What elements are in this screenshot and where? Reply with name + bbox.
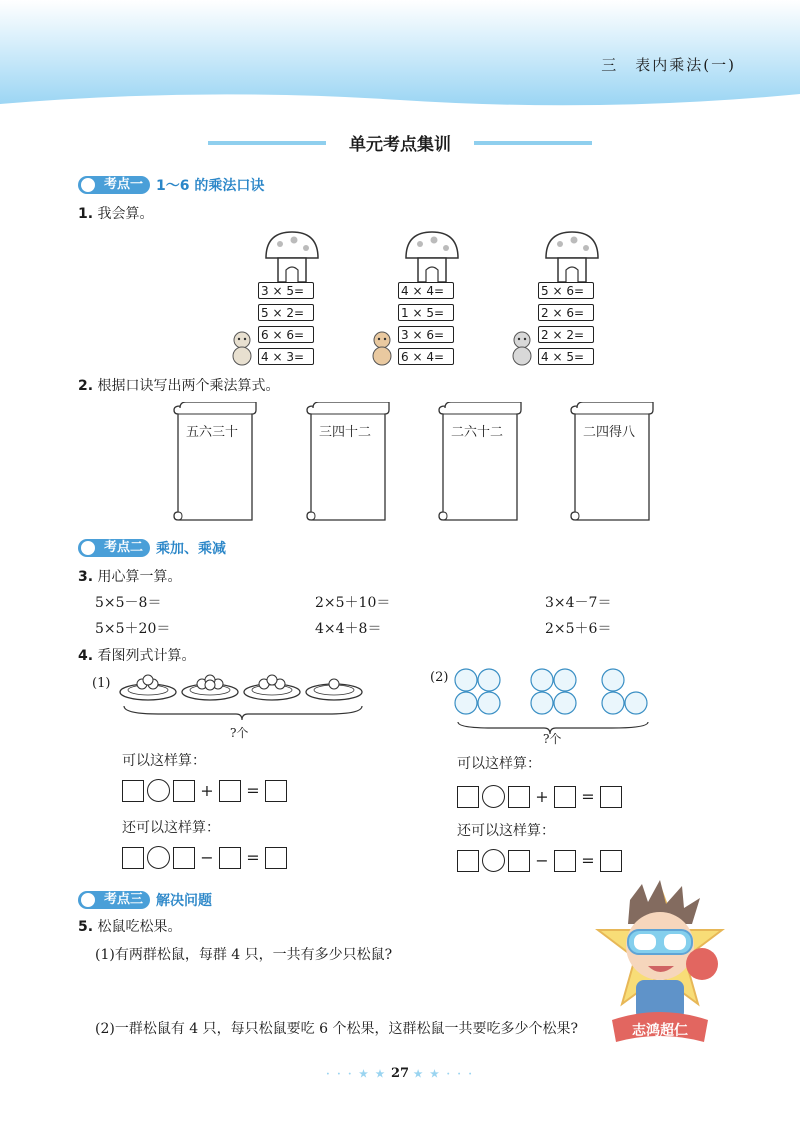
scroll-text: 五六三十: [186, 425, 239, 440]
question-4: 4. 看图列式计算。: [78, 648, 196, 664]
keypoint-title: 解决问题: [156, 893, 213, 909]
operator-circle[interactable]: [147, 846, 170, 869]
animal-icon: [508, 330, 536, 366]
part-1-label: (1): [92, 676, 111, 691]
calc-item: 2×5＋10＝: [315, 595, 391, 611]
operator-circle[interactable]: [482, 849, 505, 872]
scroll-text: 三四十二: [319, 425, 372, 440]
ball-icon: [80, 177, 96, 193]
part-2-calc1-label: 可以这样算：: [457, 756, 541, 772]
keypoint-badge: 考点二: [78, 539, 150, 557]
page-number-area: [0, 1066, 800, 1081]
answer-row: + =: [457, 785, 622, 808]
answer-box[interactable]: [122, 780, 144, 802]
calc-item: 5×5＋20＝: [95, 621, 171, 637]
plates-image: [118, 670, 368, 732]
mascot-logo-text: 志鸿超仁: [632, 1023, 688, 1039]
multiplication-box[interactable]: 6 × 6=: [258, 326, 314, 343]
keypoint-badge: 考点一: [78, 176, 150, 194]
answer-box[interactable]: [265, 847, 287, 869]
answer-box[interactable]: [219, 847, 241, 869]
multiplication-box[interactable]: 3 × 5=: [258, 282, 314, 299]
plate-icon: [120, 675, 176, 700]
answer-box[interactable]: [600, 850, 622, 872]
keypoint-badge: 考点三: [78, 891, 150, 909]
multiplication-box[interactable]: 2 × 2=: [538, 326, 594, 343]
keypoint-title: 乘加、乘减: [156, 541, 227, 557]
answer-box[interactable]: [554, 786, 576, 808]
multiplication-box[interactable]: 4 × 3=: [258, 348, 314, 365]
q5-sub-2: (2)一群松鼠有 4 只，每只松鼠要吃 6 个松果，这群松鼠一共要吃多少个松果?: [95, 1021, 578, 1037]
operator-circle[interactable]: [482, 785, 505, 808]
section-title: 单元考点集训: [349, 135, 451, 155]
mascot-image: [590, 880, 730, 1060]
answer-box[interactable]: [457, 850, 479, 872]
part-1-question: ?个: [230, 726, 249, 740]
question-2: 2. 根据口诀写出两个乘法算式。: [78, 378, 280, 394]
question-5: 5. 松鼠吃松果。: [78, 919, 182, 935]
part-2-label: (2): [430, 670, 449, 685]
multiplication-box[interactable]: 2 × 6=: [538, 304, 594, 321]
operator-circle[interactable]: [147, 779, 170, 802]
mushroom-icon: [542, 228, 602, 284]
question-1: 1. 我会算。: [78, 206, 154, 222]
scroll-text: 二四得八: [583, 425, 636, 440]
answer-box[interactable]: [173, 847, 195, 869]
star-decoration: ★ ★ · · ·: [413, 1069, 474, 1080]
scroll-text: 二六十二: [451, 425, 504, 440]
ball-icon: [80, 892, 96, 908]
multiplication-box[interactable]: 5 × 6=: [538, 282, 594, 299]
animal-icon: [368, 330, 396, 366]
multiplication-box[interactable]: 5 × 2=: [258, 304, 314, 321]
calc-item: 2×5＋6＝: [545, 621, 612, 637]
q5-sub-1: (1)有两群松鼠，每群 4 只，一共有多少只松鼠?: [95, 947, 393, 963]
answer-box[interactable]: [508, 786, 530, 808]
animal-icon: [228, 330, 256, 366]
mushroom-icon: [402, 228, 462, 284]
calc-item: 4×4＋8＝: [315, 621, 382, 637]
plate-icon: [244, 675, 300, 700]
multiplication-box[interactable]: 1 × 5=: [398, 304, 454, 321]
multiplication-box[interactable]: 4 × 4=: [398, 282, 454, 299]
chapter-title: 三 表内乘法(一): [601, 56, 736, 74]
answer-box[interactable]: [554, 850, 576, 872]
multiplication-box[interactable]: 3 × 6=: [398, 326, 454, 343]
keypoint-2: [78, 538, 226, 558]
calc-item: 5×5－8＝: [95, 595, 162, 611]
calc-item: 3×4－7＝: [545, 595, 612, 611]
part-1-calc1-label: 可以这样算：: [122, 753, 206, 769]
answer-box[interactable]: [600, 786, 622, 808]
part-2-question: ?个: [543, 732, 562, 746]
part-2-calc2-label: 还可以这样算：: [457, 823, 555, 839]
plate-icon: [182, 675, 238, 700]
answer-row: − =: [122, 846, 287, 869]
answer-box[interactable]: [265, 780, 287, 802]
part-1-calc2-label: 还可以这样算：: [122, 820, 220, 836]
answer-row: − =: [457, 849, 622, 872]
ball-icon: [80, 540, 96, 556]
answer-box[interactable]: [219, 780, 241, 802]
plate-icon: [306, 679, 362, 700]
keypoint-3: [78, 890, 212, 910]
page-number: 27: [390, 1066, 410, 1081]
multiplication-box[interactable]: 6 × 4=: [398, 348, 454, 365]
answer-box[interactable]: [122, 847, 144, 869]
keypoint-title: 1～6 的乘法口诀: [156, 178, 265, 194]
keypoint-1: [78, 175, 264, 195]
answer-box[interactable]: [457, 786, 479, 808]
answer-box[interactable]: [173, 780, 195, 802]
answer-box[interactable]: [508, 850, 530, 872]
star-decoration: · · · ★ ★: [326, 1069, 387, 1080]
question-3: 3. 用心算一算。: [78, 569, 182, 585]
header-wave: [0, 82, 800, 122]
multiplication-box[interactable]: 4 × 5=: [538, 348, 594, 365]
mushroom-icon: [262, 228, 322, 284]
answer-row: + =: [122, 779, 287, 802]
